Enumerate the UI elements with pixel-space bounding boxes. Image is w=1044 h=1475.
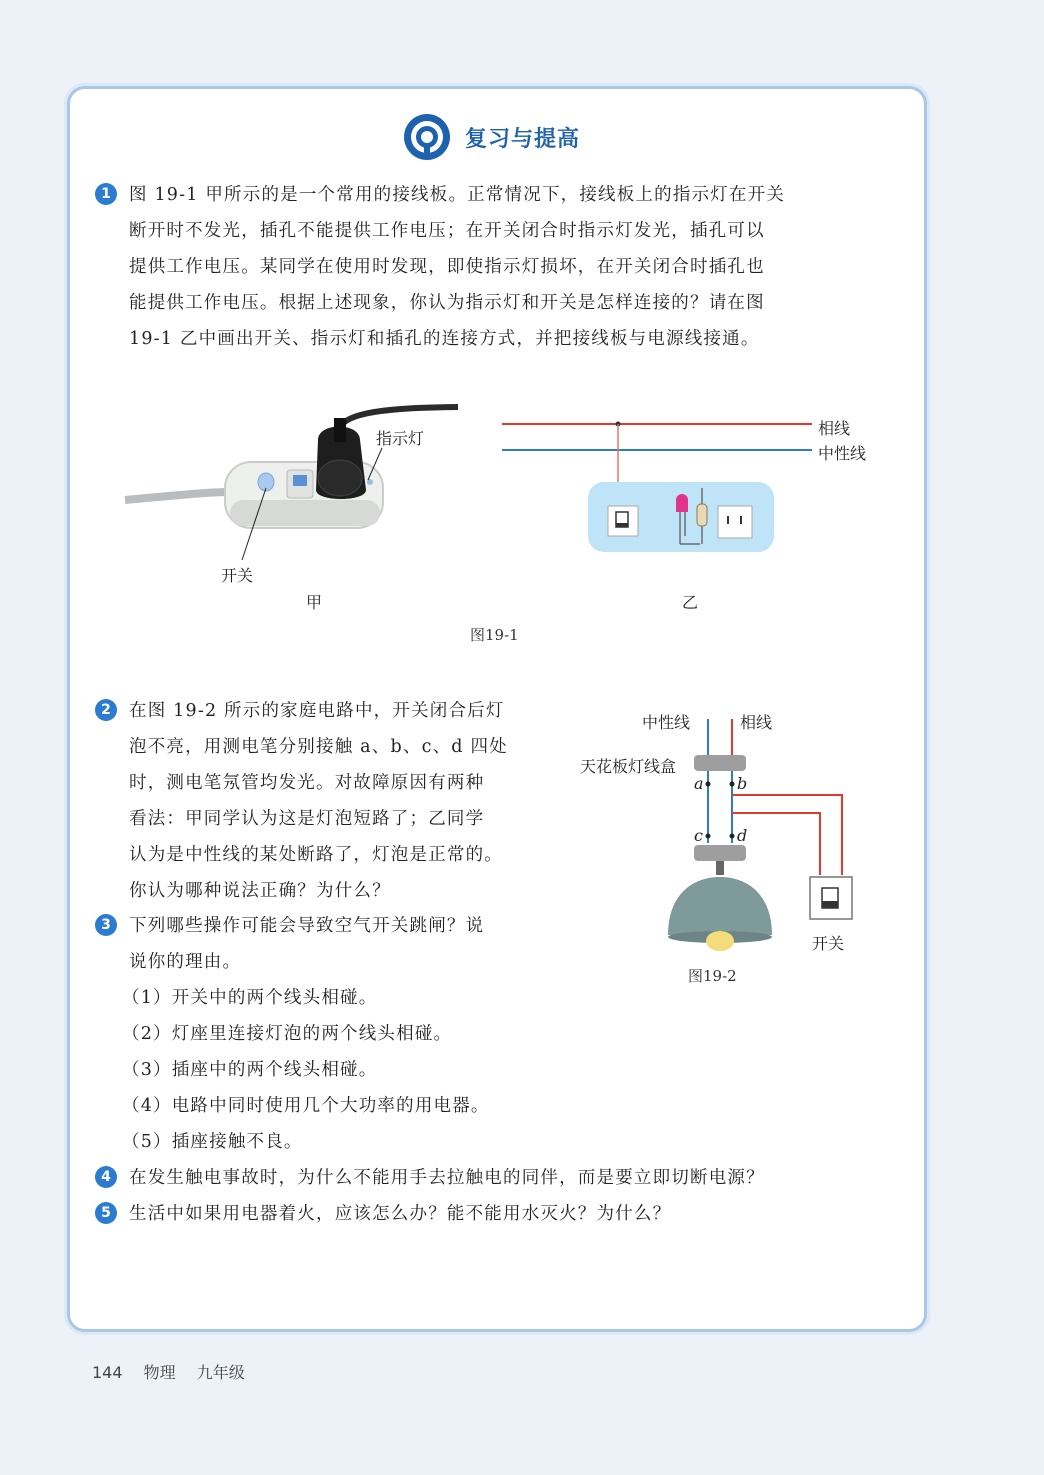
- figure-caption: 图19-1: [470, 626, 519, 644]
- point-b-label: b: [737, 774, 748, 793]
- q2-line: 时，测电笔氖管均发光。对故障原因有两种: [129, 773, 485, 793]
- ceiling-lamp-circuit: [660, 715, 860, 955]
- figure-caption: 图19-2: [688, 967, 737, 985]
- neutral-wire-label: 中性线: [818, 444, 867, 463]
- q4-text: 在发生触电事故时，为什么不能用手去拉触电的同伴，而是要立即切断电源？: [129, 1168, 765, 1188]
- q2-line: 泡不亮，用测电笔分别接触 a、b、c、d 四处: [129, 737, 508, 757]
- point-c-label: c: [694, 826, 703, 845]
- section-heading: [403, 112, 580, 162]
- sub-figure-label-jia: 甲: [306, 593, 323, 612]
- q1-line: 提供工作电压。某同学在使用时发现，即使指示灯损坏，在开关闭合时插孔也: [129, 257, 765, 277]
- page-number: 144: [92, 1363, 123, 1382]
- q3-item: （4）电路中同时使用几个大功率的用电器。: [122, 1096, 490, 1116]
- q2-line: 认为是中性线的某处断路了，灯泡是正常的。: [129, 845, 503, 865]
- sub-figure-label-yi: 乙: [682, 593, 699, 612]
- q3-item: （5）插座接触不良。: [122, 1132, 303, 1152]
- q1-line: 断开时不发光，插孔不能提供工作电压；在开关闭合时指示灯发光，插孔可以: [129, 221, 765, 241]
- q1-line: 能提供工作电压。根据上述现象，你认为指示灯和开关是怎样连接的？请在图: [129, 293, 765, 313]
- q3-item: （2）灯座里连接灯泡的两个线头相碰。: [122, 1024, 453, 1044]
- neutral-wire-label: 中性线: [642, 713, 691, 732]
- section-title: 复习与提高: [465, 126, 581, 152]
- question-number-2: 2: [95, 699, 117, 721]
- indicator-label: 指示灯: [376, 429, 425, 448]
- q3-item: （3）插座中的两个线头相碰。: [122, 1060, 378, 1080]
- question-number-4: 4: [95, 1166, 117, 1188]
- subject-name: 物理: [143, 1363, 176, 1382]
- q2-line: 看法：甲同学认为这是灯泡短路了；乙同学: [129, 809, 485, 829]
- q3-item: （1）开关中的两个线头相碰。: [122, 988, 378, 1008]
- target-icon: [403, 113, 451, 161]
- question-number-3: 3: [95, 914, 117, 936]
- q5-text: 生活中如果用电器着火，应该怎么办？能不能用水灭火？为什么？: [129, 1204, 672, 1224]
- wiring-diagram-yi: [500, 410, 820, 560]
- page-footer: [92, 1360, 261, 1383]
- switch-label: 开关: [812, 934, 845, 953]
- question-number-5: 5: [95, 1202, 117, 1224]
- q3-line: 说你的理由。: [129, 952, 242, 972]
- switch-label: 开关: [221, 566, 254, 585]
- live-wire-label: 相线: [818, 419, 851, 438]
- q2-line: 在图 19-2 所示的家庭电路中，开关闭合后灯: [129, 701, 505, 721]
- ceiling-box-label: 天花板灯线盒: [580, 757, 677, 776]
- question-number-1: 1: [95, 183, 117, 205]
- grade-name: 九年级: [196, 1363, 245, 1382]
- q1-line: 图 19-1 甲所示的是一个常用的接线板。正常情况下，接线板上的指示灯在开关: [129, 185, 786, 205]
- q2-line: 你认为哪种说法正确？为什么？: [129, 881, 391, 901]
- point-a-label: a: [694, 774, 704, 793]
- point-d-label: d: [737, 826, 748, 845]
- live-wire-label: 相线: [740, 713, 773, 732]
- q3-line: 下列哪些操作可能会导致空气开关跳闸？说: [129, 916, 485, 936]
- q1-line: 19-1 乙中画出开关、指示灯和插孔的连接方式，并把接线板与电源线接通。: [129, 329, 760, 349]
